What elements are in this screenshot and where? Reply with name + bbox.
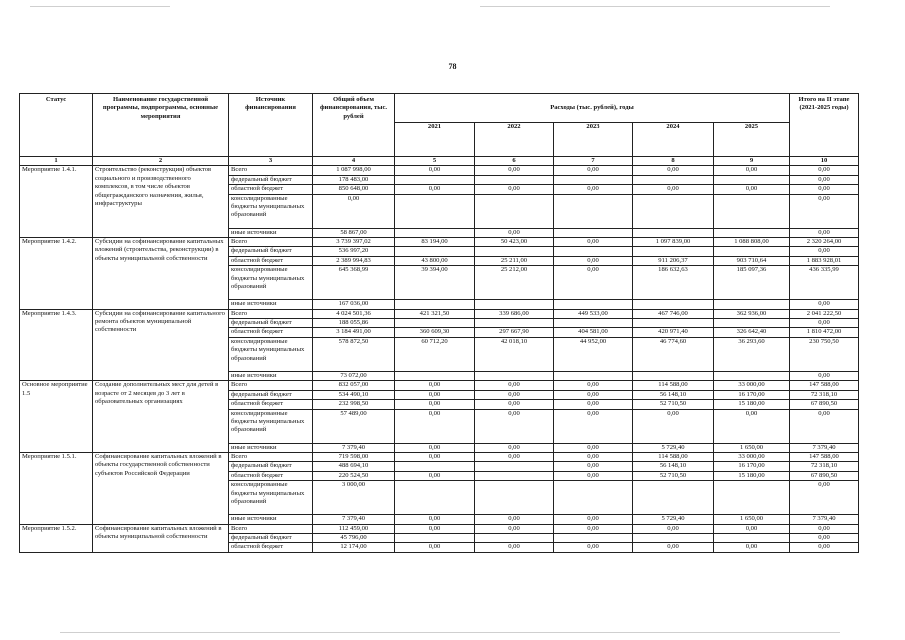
year-amount-cell: 0,00 xyxy=(475,524,554,533)
funding-source-cell: областной бюджет xyxy=(229,543,313,552)
year-amount-cell xyxy=(554,319,633,328)
year-amount-cell: 0,00 xyxy=(714,185,790,194)
stage-total-cell: 0,00 xyxy=(790,481,859,515)
column-number: 6 xyxy=(475,157,554,166)
year-amount-cell: 0,00 xyxy=(554,185,633,194)
year-amount-cell xyxy=(475,319,554,328)
year-amount-cell xyxy=(714,300,790,309)
year-amount-cell xyxy=(633,533,714,542)
year-amount-cell xyxy=(633,194,714,228)
year-amount-cell xyxy=(554,175,633,184)
header-year-2024: 2024 xyxy=(633,123,714,157)
funding-source-cell: федеральный бюджет xyxy=(229,319,313,328)
status-cell: Основное мероприятие 1.5 xyxy=(20,381,93,453)
year-amount-cell: 0,00 xyxy=(395,515,475,524)
year-amount-cell: 114 588,00 xyxy=(633,381,714,390)
year-amount-cell: 360 609,30 xyxy=(395,328,475,337)
stage-total-cell: 436 335,99 xyxy=(790,266,859,300)
column-number-row xyxy=(20,157,859,166)
year-amount-cell: 43 800,00 xyxy=(395,256,475,265)
year-amount-cell: 5 729,40 xyxy=(633,515,714,524)
year-amount-cell: 0,00 xyxy=(475,515,554,524)
year-amount-cell: 0,00 xyxy=(395,166,475,175)
total-amount-cell: 112 459,00 xyxy=(313,524,395,533)
measure-name-cell: Софинансирование капитальных вложений в объекты государственной собственности субъектов Российской Федерации xyxy=(93,452,229,524)
year-amount-cell: 0,00 xyxy=(554,390,633,399)
year-amount-cell: 0,00 xyxy=(714,524,790,533)
year-amount-cell xyxy=(475,471,554,480)
year-amount-cell: 326 642,40 xyxy=(714,328,790,337)
year-amount-cell: 0,00 xyxy=(554,471,633,480)
year-amount-cell: 0,00 xyxy=(554,238,633,247)
column-number: 9 xyxy=(714,157,790,166)
measure-name-cell: Создание дополнительных мест для детей в возрасте от 2 месяцев до 3 лет в образовательных организациях xyxy=(93,381,229,453)
year-amount-cell xyxy=(395,533,475,542)
year-amount-cell: 15 180,00 xyxy=(714,400,790,409)
stage-total-cell: 1 810 472,00 xyxy=(790,328,859,337)
stage-total-cell: 0,00 xyxy=(790,228,859,237)
year-amount-cell: 421 321,50 xyxy=(395,309,475,318)
year-amount-cell: 0,00 xyxy=(395,400,475,409)
scan-edge-line xyxy=(30,6,170,7)
year-amount-cell: 52 710,50 xyxy=(633,471,714,480)
year-amount-cell xyxy=(633,319,714,328)
year-amount-cell: 39 394,00 xyxy=(395,266,475,300)
status-cell: Мероприятие 1.5.2. xyxy=(20,524,93,552)
measure-name-cell: Строительство (реконструкция) объектов социального и производственного комплексов, в том числе объектов общегражданского назначения, жилья, инфраструктуры xyxy=(93,166,229,238)
year-amount-cell xyxy=(554,194,633,228)
total-amount-cell: 12 174,00 xyxy=(313,543,395,552)
total-amount-cell: 45 796,00 xyxy=(313,533,395,542)
header-year-2025: 2025 xyxy=(714,123,790,157)
total-amount-cell: 167 036,00 xyxy=(313,300,395,309)
year-amount-cell: 0,00 xyxy=(714,166,790,175)
funding-source-cell: областной бюджет xyxy=(229,471,313,480)
header-year-2022: 2022 xyxy=(475,123,554,157)
measure-name-cell: Софинансирование капитальных вложений в объекты муниципальной собственности xyxy=(93,524,229,552)
table-row xyxy=(20,309,859,318)
year-amount-cell xyxy=(395,194,475,228)
year-amount-cell xyxy=(714,319,790,328)
year-amount-cell: 0,00 xyxy=(475,185,554,194)
total-amount-cell: 3 739 397,02 xyxy=(313,238,395,247)
scan-edge-line xyxy=(480,6,830,7)
year-amount-cell: 1 650,00 xyxy=(714,443,790,452)
year-amount-cell: 0,00 xyxy=(475,166,554,175)
status-cell: Мероприятие 1.4.1. xyxy=(20,166,93,238)
year-amount-cell: 186 632,63 xyxy=(633,266,714,300)
year-amount-cell: 0,00 xyxy=(475,543,554,552)
year-amount-cell: 0,00 xyxy=(395,471,475,480)
year-amount-cell: 449 533,00 xyxy=(554,309,633,318)
total-amount-cell: 7 379,40 xyxy=(313,515,395,524)
year-amount-cell: 16 170,00 xyxy=(714,390,790,399)
year-amount-cell: 0,00 xyxy=(395,390,475,399)
funding-source-cell: иные источники xyxy=(229,371,313,380)
year-amount-cell xyxy=(714,371,790,380)
year-amount-cell xyxy=(475,175,554,184)
column-number: 8 xyxy=(633,157,714,166)
year-amount-cell: 46 774,60 xyxy=(633,337,714,371)
year-amount-cell: 404 581,00 xyxy=(554,328,633,337)
funding-source-cell: консолидированные бюджеты муниципальных образований xyxy=(229,481,313,515)
column-number: 1 xyxy=(20,157,93,166)
year-amount-cell: 0,00 xyxy=(714,543,790,552)
year-amount-cell: 0,00 xyxy=(395,185,475,194)
stage-total-cell: 0,00 xyxy=(790,409,859,443)
year-amount-cell: 339 686,00 xyxy=(475,309,554,318)
funding-source-cell: иные источники xyxy=(229,300,313,309)
stage-total-cell: 1 883 928,01 xyxy=(790,256,859,265)
year-amount-cell xyxy=(554,481,633,515)
year-amount-cell: 0,00 xyxy=(395,381,475,390)
stage-total-cell: 7 379,40 xyxy=(790,515,859,524)
year-amount-cell: 0,00 xyxy=(554,166,633,175)
measure-name-cell: Субсидии на софинансирование капитальных вложений (строительства, реконструкции) в объекты муниципальной собственности xyxy=(93,238,229,310)
year-amount-cell: 185 097,36 xyxy=(714,266,790,300)
year-amount-cell: 0,00 xyxy=(395,524,475,533)
year-amount-cell xyxy=(475,533,554,542)
year-amount-cell: 0,00 xyxy=(554,452,633,461)
funding-source-cell: областной бюджет xyxy=(229,185,313,194)
funding-source-cell: Всего xyxy=(229,381,313,390)
year-amount-cell: 1 097 839,00 xyxy=(633,238,714,247)
year-amount-cell xyxy=(714,533,790,542)
year-amount-cell xyxy=(633,228,714,237)
total-amount-cell: 188 055,86 xyxy=(313,319,395,328)
funding-source-cell: областной бюджет xyxy=(229,328,313,337)
stage-total-cell: 2 041 222,50 xyxy=(790,309,859,318)
table-row xyxy=(20,524,859,533)
stage-total-cell: 0,00 xyxy=(790,371,859,380)
page-number: 78 xyxy=(448,62,457,71)
year-amount-cell xyxy=(475,462,554,471)
year-amount-cell xyxy=(633,371,714,380)
year-amount-cell: 50 423,00 xyxy=(475,238,554,247)
year-amount-cell: 0,00 xyxy=(633,166,714,175)
stage-total-cell: 0,00 xyxy=(790,319,859,328)
year-amount-cell: 0,00 xyxy=(475,400,554,409)
year-amount-cell xyxy=(395,319,475,328)
funding-source-cell: областной бюджет xyxy=(229,256,313,265)
year-amount-cell xyxy=(554,247,633,256)
total-amount-cell: 58 867,00 xyxy=(313,228,395,237)
funding-source-cell: федеральный бюджет xyxy=(229,390,313,399)
year-amount-cell: 0,00 xyxy=(554,266,633,300)
funding-source-cell: иные источники xyxy=(229,228,313,237)
year-amount-cell xyxy=(633,175,714,184)
year-amount-cell: 0,00 xyxy=(395,452,475,461)
year-amount-cell: 0,00 xyxy=(554,409,633,443)
year-amount-cell xyxy=(475,247,554,256)
table-row xyxy=(20,238,859,247)
total-amount-cell: 832 057,00 xyxy=(313,381,395,390)
year-amount-cell: 0,00 xyxy=(554,256,633,265)
column-number: 3 xyxy=(229,157,313,166)
funding-source-cell: федеральный бюджет xyxy=(229,462,313,471)
measure-name-cell: Субсидии на софинансирование капитального ремонта объектов муниципальной собственности xyxy=(93,309,229,381)
header-expenses: Расходы (тыс. рублей), годы xyxy=(395,94,790,123)
year-amount-cell: 0,00 xyxy=(633,524,714,533)
funding-source-cell: Всего xyxy=(229,524,313,533)
budget-table xyxy=(19,93,859,553)
year-amount-cell: 0,00 xyxy=(554,400,633,409)
column-number: 7 xyxy=(554,157,633,166)
total-amount-cell: 850 648,00 xyxy=(313,185,395,194)
year-amount-cell: 362 936,00 xyxy=(714,309,790,318)
table-row xyxy=(20,452,859,461)
year-amount-cell: 0,00 xyxy=(475,390,554,399)
stage-total-cell: 2 320 264,00 xyxy=(790,238,859,247)
stage-total-cell: 67 890,50 xyxy=(790,471,859,480)
total-amount-cell: 2 389 994,83 xyxy=(313,256,395,265)
stage-total-cell: 0,00 xyxy=(790,194,859,228)
year-amount-cell xyxy=(395,481,475,515)
year-amount-cell: 33 000,00 xyxy=(714,381,790,390)
year-amount-cell xyxy=(554,533,633,542)
funding-source-cell: консолидированные бюджеты муниципальных образований xyxy=(229,337,313,371)
year-amount-cell: 420 971,40 xyxy=(633,328,714,337)
year-amount-cell xyxy=(395,175,475,184)
year-amount-cell: 0,00 xyxy=(475,452,554,461)
funding-source-cell: федеральный бюджет xyxy=(229,247,313,256)
year-amount-cell: 0,00 xyxy=(554,462,633,471)
year-amount-cell xyxy=(554,300,633,309)
header-name: Наименование государственной программы, подпрограммы, основные мероприятия xyxy=(93,94,229,157)
header-source: Источник финансирования xyxy=(229,94,313,157)
total-amount-cell: 578 872,50 xyxy=(313,337,395,371)
stage-total-cell: 147 588,00 xyxy=(790,452,859,461)
stage-total-cell: 0,00 xyxy=(790,524,859,533)
year-amount-cell xyxy=(714,481,790,515)
year-amount-cell: 0,00 xyxy=(395,543,475,552)
column-number: 10 xyxy=(790,157,859,166)
status-cell: Мероприятие 1.4.2. xyxy=(20,238,93,310)
total-amount-cell: 220 524,50 xyxy=(313,471,395,480)
year-amount-cell: 25 211,00 xyxy=(475,256,554,265)
total-amount-cell: 232 998,50 xyxy=(313,400,395,409)
year-amount-cell: 297 667,90 xyxy=(475,328,554,337)
column-number: 5 xyxy=(395,157,475,166)
year-amount-cell: 56 148,10 xyxy=(633,462,714,471)
stage-total-cell: 0,00 xyxy=(790,247,859,256)
year-amount-cell: 0,00 xyxy=(554,524,633,533)
column-number: 4 xyxy=(313,157,395,166)
stage-total-cell: 0,00 xyxy=(790,533,859,542)
total-amount-cell: 0,00 xyxy=(313,194,395,228)
year-amount-cell xyxy=(714,247,790,256)
year-amount-cell: 56 148,10 xyxy=(633,390,714,399)
total-amount-cell: 488 694,10 xyxy=(313,462,395,471)
total-amount-cell: 3 184 491,00 xyxy=(313,328,395,337)
funding-source-cell: консолидированные бюджеты муниципальных образований xyxy=(229,409,313,443)
year-amount-cell xyxy=(475,194,554,228)
year-amount-cell xyxy=(714,175,790,184)
year-amount-cell: 42 018,10 xyxy=(475,337,554,371)
stage-total-cell: 72 318,10 xyxy=(790,462,859,471)
total-amount-cell: 7 379,40 xyxy=(313,443,395,452)
total-amount-cell: 57 489,00 xyxy=(313,409,395,443)
stage-total-cell: 0,00 xyxy=(790,543,859,552)
stage-total-cell: 67 890,50 xyxy=(790,400,859,409)
table-row xyxy=(20,381,859,390)
year-amount-cell: 0,00 xyxy=(475,409,554,443)
stage-total-cell: 0,00 xyxy=(790,166,859,175)
total-amount-cell: 178 483,00 xyxy=(313,175,395,184)
year-amount-cell: 0,00 xyxy=(633,409,714,443)
total-amount-cell: 1 087 998,00 xyxy=(313,166,395,175)
funding-source-cell: федеральный бюджет xyxy=(229,175,313,184)
year-amount-cell: 25 212,00 xyxy=(475,266,554,300)
total-amount-cell: 3 000,00 xyxy=(313,481,395,515)
stage-total-cell: 0,00 xyxy=(790,175,859,184)
header-status: Статус xyxy=(20,94,93,157)
funding-source-cell: областной бюджет xyxy=(229,400,313,409)
stage-total-cell: 0,00 xyxy=(790,300,859,309)
funding-source-cell: иные источники xyxy=(229,515,313,524)
funding-source-cell: консолидированные бюджеты муниципальных образований xyxy=(229,266,313,300)
year-amount-cell: 36 293,60 xyxy=(714,337,790,371)
year-amount-cell xyxy=(395,247,475,256)
year-amount-cell: 0,00 xyxy=(554,543,633,552)
year-amount-cell xyxy=(714,194,790,228)
stage-total-cell: 147 588,00 xyxy=(790,381,859,390)
stage-total-cell: 72 318,10 xyxy=(790,390,859,399)
stage-total-cell: 230 750,50 xyxy=(790,337,859,371)
year-amount-cell: 114 588,00 xyxy=(633,452,714,461)
header-stage-total: Итого на II этапе (2021-2025 годы) xyxy=(790,94,859,157)
year-amount-cell xyxy=(475,481,554,515)
year-amount-cell: 16 170,00 xyxy=(714,462,790,471)
total-amount-cell: 719 598,00 xyxy=(313,452,395,461)
status-cell: Мероприятие 1.5.1. xyxy=(20,452,93,524)
year-amount-cell: 0,00 xyxy=(714,409,790,443)
year-amount-cell: 0,00 xyxy=(475,228,554,237)
year-amount-cell xyxy=(395,300,475,309)
year-amount-cell xyxy=(395,228,475,237)
year-amount-cell xyxy=(714,228,790,237)
year-amount-cell: 0,00 xyxy=(554,515,633,524)
total-amount-cell: 73 072,00 xyxy=(313,371,395,380)
total-amount-cell: 534 490,10 xyxy=(313,390,395,399)
year-amount-cell: 0,00 xyxy=(554,443,633,452)
year-amount-cell xyxy=(554,371,633,380)
header-year-2021: 2021 xyxy=(395,123,475,157)
total-amount-cell: 645 368,99 xyxy=(313,266,395,300)
year-amount-cell: 0,00 xyxy=(475,381,554,390)
funding-source-cell: Всего xyxy=(229,166,313,175)
funding-source-cell: консолидированные бюджеты муниципальных образований xyxy=(229,194,313,228)
funding-source-cell: иные источники xyxy=(229,443,313,452)
header-year-2023: 2023 xyxy=(554,123,633,157)
year-amount-cell: 467 746,00 xyxy=(633,309,714,318)
column-number: 2 xyxy=(93,157,229,166)
year-amount-cell xyxy=(475,371,554,380)
year-amount-cell xyxy=(633,481,714,515)
year-amount-cell: 52 710,50 xyxy=(633,400,714,409)
stage-total-cell: 7 379,40 xyxy=(790,443,859,452)
year-amount-cell xyxy=(395,371,475,380)
year-amount-cell xyxy=(633,247,714,256)
year-amount-cell: 44 952,00 xyxy=(554,337,633,371)
year-amount-cell xyxy=(395,462,475,471)
year-amount-cell: 60 712,20 xyxy=(395,337,475,371)
year-amount-cell xyxy=(554,228,633,237)
year-amount-cell: 0,00 xyxy=(633,185,714,194)
year-amount-cell xyxy=(633,300,714,309)
table-row xyxy=(20,166,859,175)
year-amount-cell: 903 710,64 xyxy=(714,256,790,265)
year-amount-cell: 911 206,37 xyxy=(633,256,714,265)
total-amount-cell: 4 024 501,36 xyxy=(313,309,395,318)
funding-source-cell: федеральный бюджет xyxy=(229,533,313,542)
year-amount-cell: 1 088 808,00 xyxy=(714,238,790,247)
year-amount-cell: 0,00 xyxy=(475,443,554,452)
year-amount-cell: 83 194,00 xyxy=(395,238,475,247)
year-amount-cell: 0,00 xyxy=(395,443,475,452)
year-amount-cell xyxy=(475,300,554,309)
total-amount-cell: 536 997,20 xyxy=(313,247,395,256)
scan-edge-line xyxy=(60,632,840,633)
year-amount-cell: 0,00 xyxy=(554,381,633,390)
year-amount-cell: 1 650,00 xyxy=(714,515,790,524)
funding-source-cell: Всего xyxy=(229,452,313,461)
year-amount-cell: 15 180,00 xyxy=(714,471,790,480)
header-total: Общий объем финансирования, тыс. рублей xyxy=(313,94,395,157)
funding-source-cell: Всего xyxy=(229,238,313,247)
year-amount-cell: 33 000,00 xyxy=(714,452,790,461)
stage-total-cell: 0,00 xyxy=(790,185,859,194)
year-amount-cell: 0,00 xyxy=(395,409,475,443)
funding-source-cell: Всего xyxy=(229,309,313,318)
year-amount-cell: 5 729,40 xyxy=(633,443,714,452)
status-cell: Мероприятие 1.4.3. xyxy=(20,309,93,381)
year-amount-cell: 0,00 xyxy=(633,543,714,552)
